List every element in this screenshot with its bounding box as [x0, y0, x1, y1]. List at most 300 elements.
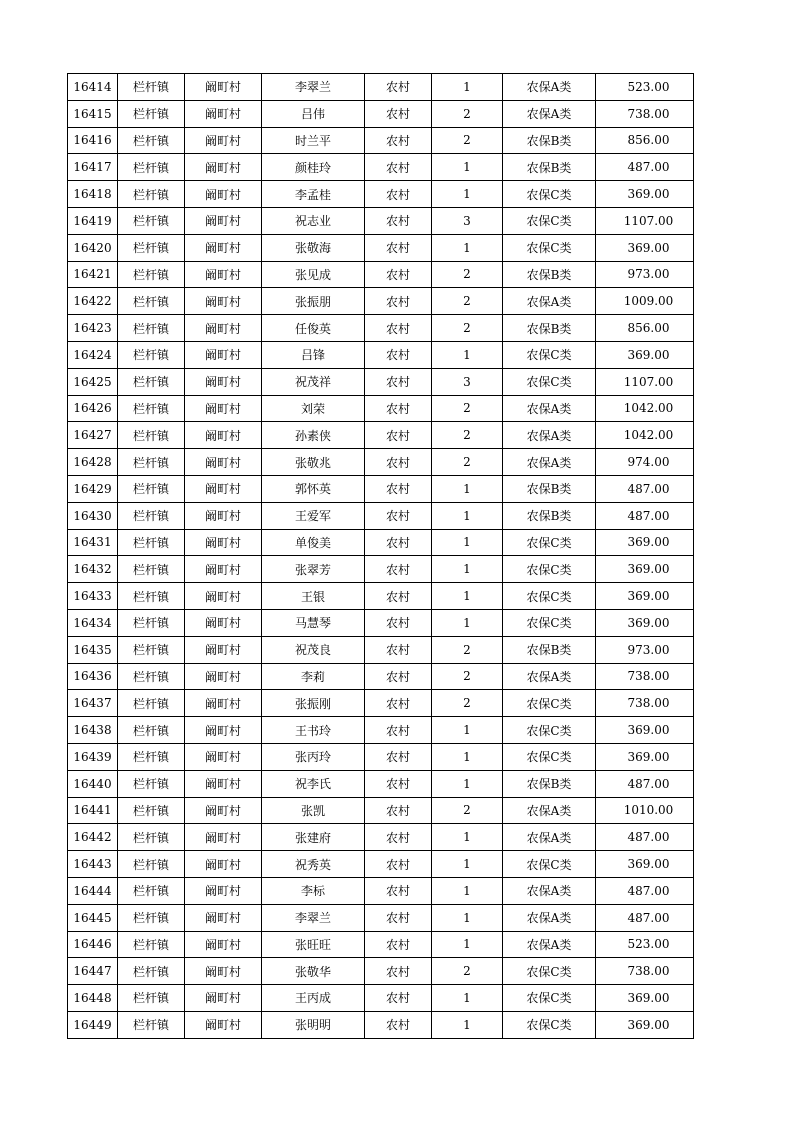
row-id-cell: 16449 — [68, 1011, 118, 1038]
village-cell: 阚町村 — [185, 636, 262, 663]
household-type-cell: 农村 — [365, 743, 432, 770]
household-type-cell: 农村 — [365, 824, 432, 851]
row-id-cell: 16445 — [68, 904, 118, 931]
member-count-cell: 1 — [432, 824, 503, 851]
household-type-cell: 农村 — [365, 449, 432, 476]
name-cell: 孙素侠 — [262, 422, 365, 449]
row-id-cell: 16422 — [68, 288, 118, 315]
insurance-category-cell: 农保A类 — [503, 904, 596, 931]
village-cell: 阚町村 — [185, 904, 262, 931]
roster-table — [67, 73, 694, 1039]
insurance-category-cell: 农保C类 — [503, 958, 596, 985]
amount-cell: 974.00 — [596, 449, 694, 476]
member-count-cell: 2 — [432, 958, 503, 985]
row-id-cell: 16443 — [68, 851, 118, 878]
household-type-cell: 农村 — [365, 341, 432, 368]
village-cell: 阚町村 — [185, 556, 262, 583]
table-row — [68, 127, 694, 154]
member-count-cell: 2 — [432, 636, 503, 663]
row-id-cell: 16432 — [68, 556, 118, 583]
member-count-cell: 2 — [432, 395, 503, 422]
row-id-cell: 16418 — [68, 181, 118, 208]
amount-cell: 369.00 — [596, 985, 694, 1012]
row-id-cell: 16448 — [68, 985, 118, 1012]
insurance-category-cell: 农保C类 — [503, 207, 596, 234]
amount-cell: 487.00 — [596, 502, 694, 529]
household-type-cell: 农村 — [365, 74, 432, 101]
row-id-cell: 16439 — [68, 743, 118, 770]
table-row — [68, 636, 694, 663]
row-id-cell: 16442 — [68, 824, 118, 851]
row-id-cell: 16419 — [68, 207, 118, 234]
name-cell: 李翠兰 — [262, 904, 365, 931]
household-type-cell: 农村 — [365, 609, 432, 636]
name-cell: 时兰平 — [262, 127, 365, 154]
table-row — [68, 851, 694, 878]
village-cell: 阚町村 — [185, 234, 262, 261]
row-id-cell: 16430 — [68, 502, 118, 529]
insurance-category-cell: 农保C类 — [503, 851, 596, 878]
row-id-cell: 16424 — [68, 341, 118, 368]
amount-cell: 1042.00 — [596, 422, 694, 449]
insurance-category-cell: 农保B类 — [503, 502, 596, 529]
household-type-cell: 农村 — [365, 422, 432, 449]
household-type-cell: 农村 — [365, 556, 432, 583]
table-row — [68, 529, 694, 556]
row-id-cell: 16444 — [68, 877, 118, 904]
household-type-cell: 农村 — [365, 770, 432, 797]
name-cell: 李标 — [262, 877, 365, 904]
row-id-cell: 16415 — [68, 100, 118, 127]
name-cell: 吕伟 — [262, 100, 365, 127]
town-cell: 栏杆镇 — [118, 502, 185, 529]
insurance-category-cell: 农保C类 — [503, 556, 596, 583]
table-row — [68, 797, 694, 824]
table-row — [68, 743, 694, 770]
amount-cell: 369.00 — [596, 556, 694, 583]
table-row — [68, 74, 694, 101]
village-cell: 阚町村 — [185, 154, 262, 181]
insurance-category-cell: 农保C类 — [503, 1011, 596, 1038]
table-row — [68, 234, 694, 261]
household-type-cell: 农村 — [365, 931, 432, 958]
table-row — [68, 824, 694, 851]
insurance-category-cell: 农保A类 — [503, 877, 596, 904]
village-cell: 阚町村 — [185, 958, 262, 985]
town-cell: 栏杆镇 — [118, 422, 185, 449]
name-cell: 祝李氏 — [262, 770, 365, 797]
town-cell: 栏杆镇 — [118, 690, 185, 717]
table-row — [68, 770, 694, 797]
member-count-cell: 2 — [432, 422, 503, 449]
table-row — [68, 985, 694, 1012]
insurance-category-cell: 农保A类 — [503, 288, 596, 315]
name-cell: 单俊美 — [262, 529, 365, 556]
town-cell: 栏杆镇 — [118, 395, 185, 422]
amount-cell: 487.00 — [596, 475, 694, 502]
amount-cell: 1010.00 — [596, 797, 694, 824]
household-type-cell: 农村 — [365, 475, 432, 502]
village-cell: 阚町村 — [185, 341, 262, 368]
table-row — [68, 207, 694, 234]
household-type-cell: 农村 — [365, 154, 432, 181]
table-row — [68, 583, 694, 610]
member-count-cell: 2 — [432, 288, 503, 315]
row-id-cell: 16435 — [68, 636, 118, 663]
row-id-cell: 16433 — [68, 583, 118, 610]
household-type-cell: 农村 — [365, 958, 432, 985]
insurance-category-cell: 农保A类 — [503, 395, 596, 422]
village-cell: 阚町村 — [185, 502, 262, 529]
household-type-cell: 农村 — [365, 315, 432, 342]
name-cell: 张敬兆 — [262, 449, 365, 476]
insurance-category-cell: 农保C类 — [503, 234, 596, 261]
name-cell: 吕锋 — [262, 341, 365, 368]
household-type-cell: 农村 — [365, 717, 432, 744]
member-count-cell: 1 — [432, 743, 503, 770]
town-cell: 栏杆镇 — [118, 931, 185, 958]
household-type-cell: 农村 — [365, 636, 432, 663]
member-count-cell: 2 — [432, 261, 503, 288]
table-row — [68, 154, 694, 181]
town-cell: 栏杆镇 — [118, 877, 185, 904]
town-cell: 栏杆镇 — [118, 1011, 185, 1038]
household-type-cell: 农村 — [365, 529, 432, 556]
insurance-category-cell: 农保C类 — [503, 609, 596, 636]
amount-cell: 487.00 — [596, 877, 694, 904]
table-row — [68, 395, 694, 422]
member-count-cell: 1 — [432, 341, 503, 368]
table-row — [68, 502, 694, 529]
village-cell: 阚町村 — [185, 368, 262, 395]
table-row — [68, 663, 694, 690]
member-count-cell: 1 — [432, 556, 503, 583]
member-count-cell: 2 — [432, 127, 503, 154]
insurance-category-cell: 农保B类 — [503, 475, 596, 502]
roster-body — [68, 74, 694, 1039]
household-type-cell: 农村 — [365, 851, 432, 878]
row-id-cell: 16437 — [68, 690, 118, 717]
row-id-cell: 16423 — [68, 315, 118, 342]
name-cell: 张敬海 — [262, 234, 365, 261]
town-cell: 栏杆镇 — [118, 743, 185, 770]
household-type-cell: 农村 — [365, 1011, 432, 1038]
row-id-cell: 16428 — [68, 449, 118, 476]
insurance-category-cell: 农保A类 — [503, 422, 596, 449]
row-id-cell: 16431 — [68, 529, 118, 556]
insurance-category-cell: 农保C类 — [503, 717, 596, 744]
row-id-cell: 16417 — [68, 154, 118, 181]
row-id-cell: 16426 — [68, 395, 118, 422]
table-row — [68, 877, 694, 904]
insurance-category-cell: 农保C类 — [503, 985, 596, 1012]
insurance-category-cell: 农保A类 — [503, 797, 596, 824]
table-row — [68, 315, 694, 342]
name-cell: 李孟桂 — [262, 181, 365, 208]
name-cell: 郭怀英 — [262, 475, 365, 502]
name-cell: 李翠兰 — [262, 74, 365, 101]
amount-cell: 973.00 — [596, 261, 694, 288]
village-cell: 阚町村 — [185, 824, 262, 851]
row-id-cell: 16429 — [68, 475, 118, 502]
village-cell: 阚町村 — [185, 100, 262, 127]
row-id-cell: 16421 — [68, 261, 118, 288]
household-type-cell: 农村 — [365, 663, 432, 690]
town-cell: 栏杆镇 — [118, 851, 185, 878]
table-row — [68, 904, 694, 931]
member-count-cell: 1 — [432, 234, 503, 261]
insurance-category-cell: 农保A类 — [503, 74, 596, 101]
name-cell: 祝秀英 — [262, 851, 365, 878]
insurance-category-cell: 农保B类 — [503, 154, 596, 181]
amount-cell: 523.00 — [596, 74, 694, 101]
insurance-category-cell: 农保C类 — [503, 341, 596, 368]
insurance-category-cell: 农保C类 — [503, 690, 596, 717]
name-cell: 王爱军 — [262, 502, 365, 529]
village-cell: 阚町村 — [185, 315, 262, 342]
name-cell: 张见成 — [262, 261, 365, 288]
member-count-cell: 2 — [432, 100, 503, 127]
amount-cell: 369.00 — [596, 743, 694, 770]
household-type-cell: 农村 — [365, 797, 432, 824]
amount-cell: 369.00 — [596, 341, 694, 368]
table-row — [68, 556, 694, 583]
member-count-cell: 1 — [432, 985, 503, 1012]
row-id-cell: 16446 — [68, 931, 118, 958]
household-type-cell: 农村 — [365, 985, 432, 1012]
insurance-category-cell: 农保C类 — [503, 368, 596, 395]
amount-cell: 856.00 — [596, 127, 694, 154]
member-count-cell: 1 — [432, 717, 503, 744]
table-row — [68, 717, 694, 744]
name-cell: 李莉 — [262, 663, 365, 690]
village-cell: 阚町村 — [185, 851, 262, 878]
name-cell: 任俊英 — [262, 315, 365, 342]
insurance-category-cell: 农保A类 — [503, 663, 596, 690]
amount-cell: 1009.00 — [596, 288, 694, 315]
household-type-cell: 农村 — [365, 904, 432, 931]
amount-cell: 369.00 — [596, 181, 694, 208]
member-count-cell: 1 — [432, 851, 503, 878]
amount-cell: 487.00 — [596, 824, 694, 851]
amount-cell: 738.00 — [596, 958, 694, 985]
insurance-category-cell: 农保C类 — [503, 529, 596, 556]
row-id-cell: 16440 — [68, 770, 118, 797]
table-row — [68, 368, 694, 395]
village-cell: 阚町村 — [185, 288, 262, 315]
insurance-category-cell: 农保A类 — [503, 449, 596, 476]
member-count-cell: 1 — [432, 529, 503, 556]
town-cell: 栏杆镇 — [118, 583, 185, 610]
table-row — [68, 261, 694, 288]
village-cell: 阚町村 — [185, 743, 262, 770]
name-cell: 张敬华 — [262, 958, 365, 985]
table-row — [68, 449, 694, 476]
table-row — [68, 341, 694, 368]
household-type-cell: 农村 — [365, 502, 432, 529]
household-type-cell: 农村 — [365, 368, 432, 395]
amount-cell: 487.00 — [596, 770, 694, 797]
member-count-cell: 1 — [432, 475, 503, 502]
table-row — [68, 475, 694, 502]
village-cell: 阚町村 — [185, 74, 262, 101]
name-cell: 祝茂祥 — [262, 368, 365, 395]
household-type-cell: 农村 — [365, 234, 432, 261]
household-type-cell: 农村 — [365, 127, 432, 154]
table-row — [68, 422, 694, 449]
village-cell: 阚町村 — [185, 1011, 262, 1038]
town-cell: 栏杆镇 — [118, 529, 185, 556]
town-cell: 栏杆镇 — [118, 207, 185, 234]
name-cell: 王书玲 — [262, 717, 365, 744]
name-cell: 王银 — [262, 583, 365, 610]
town-cell: 栏杆镇 — [118, 449, 185, 476]
village-cell: 阚町村 — [185, 717, 262, 744]
row-id-cell: 16416 — [68, 127, 118, 154]
row-id-cell: 16436 — [68, 663, 118, 690]
row-id-cell: 16420 — [68, 234, 118, 261]
name-cell: 马慧琴 — [262, 609, 365, 636]
name-cell: 颜桂玲 — [262, 154, 365, 181]
town-cell: 栏杆镇 — [118, 904, 185, 931]
table-row — [68, 181, 694, 208]
table-row — [68, 1011, 694, 1038]
name-cell: 张丙玲 — [262, 743, 365, 770]
insurance-category-cell: 农保B类 — [503, 127, 596, 154]
insurance-category-cell: 农保A类 — [503, 100, 596, 127]
table-row — [68, 609, 694, 636]
household-type-cell: 农村 — [365, 690, 432, 717]
member-count-cell: 1 — [432, 154, 503, 181]
insurance-category-cell: 农保A类 — [503, 931, 596, 958]
household-type-cell: 农村 — [365, 288, 432, 315]
village-cell: 阚町村 — [185, 529, 262, 556]
insurance-category-cell: 农保B类 — [503, 261, 596, 288]
village-cell: 阚町村 — [185, 770, 262, 797]
village-cell: 阚町村 — [185, 475, 262, 502]
table-row — [68, 958, 694, 985]
amount-cell: 523.00 — [596, 931, 694, 958]
table-row — [68, 100, 694, 127]
town-cell: 栏杆镇 — [118, 609, 185, 636]
amount-cell: 1107.00 — [596, 207, 694, 234]
town-cell: 栏杆镇 — [118, 636, 185, 663]
village-cell: 阚町村 — [185, 583, 262, 610]
row-id-cell: 16427 — [68, 422, 118, 449]
member-count-cell: 1 — [432, 181, 503, 208]
village-cell: 阚町村 — [185, 931, 262, 958]
member-count-cell: 1 — [432, 74, 503, 101]
amount-cell: 856.00 — [596, 315, 694, 342]
row-id-cell: 16414 — [68, 74, 118, 101]
row-id-cell: 16434 — [68, 609, 118, 636]
amount-cell: 369.00 — [596, 717, 694, 744]
amount-cell: 369.00 — [596, 583, 694, 610]
town-cell: 栏杆镇 — [118, 717, 185, 744]
town-cell: 栏杆镇 — [118, 315, 185, 342]
village-cell: 阚町村 — [185, 690, 262, 717]
name-cell: 张建府 — [262, 824, 365, 851]
member-count-cell: 2 — [432, 449, 503, 476]
village-cell: 阚町村 — [185, 877, 262, 904]
table-row — [68, 931, 694, 958]
member-count-cell: 1 — [432, 877, 503, 904]
member-count-cell: 2 — [432, 315, 503, 342]
household-type-cell: 农村 — [365, 181, 432, 208]
town-cell: 栏杆镇 — [118, 154, 185, 181]
town-cell: 栏杆镇 — [118, 100, 185, 127]
village-cell: 阚町村 — [185, 449, 262, 476]
village-cell: 阚町村 — [185, 207, 262, 234]
amount-cell: 487.00 — [596, 154, 694, 181]
row-id-cell: 16438 — [68, 717, 118, 744]
name-cell: 祝茂良 — [262, 636, 365, 663]
town-cell: 栏杆镇 — [118, 475, 185, 502]
village-cell: 阚町村 — [185, 395, 262, 422]
member-count-cell: 2 — [432, 663, 503, 690]
name-cell: 张明明 — [262, 1011, 365, 1038]
household-type-cell: 农村 — [365, 583, 432, 610]
table-row — [68, 288, 694, 315]
member-count-cell: 1 — [432, 609, 503, 636]
village-cell: 阚町村 — [185, 127, 262, 154]
amount-cell: 738.00 — [596, 690, 694, 717]
name-cell: 祝志业 — [262, 207, 365, 234]
household-type-cell: 农村 — [365, 261, 432, 288]
town-cell: 栏杆镇 — [118, 824, 185, 851]
insurance-category-cell: 农保C类 — [503, 181, 596, 208]
household-type-cell: 农村 — [365, 395, 432, 422]
household-type-cell: 农村 — [365, 877, 432, 904]
village-cell: 阚町村 — [185, 985, 262, 1012]
village-cell: 阚町村 — [185, 797, 262, 824]
town-cell: 栏杆镇 — [118, 341, 185, 368]
member-count-cell: 1 — [432, 583, 503, 610]
household-type-cell: 农村 — [365, 207, 432, 234]
town-cell: 栏杆镇 — [118, 556, 185, 583]
town-cell: 栏杆镇 — [118, 234, 185, 261]
member-count-cell: 3 — [432, 368, 503, 395]
town-cell: 栏杆镇 — [118, 181, 185, 208]
member-count-cell: 1 — [432, 1011, 503, 1038]
town-cell: 栏杆镇 — [118, 958, 185, 985]
member-count-cell: 2 — [432, 690, 503, 717]
village-cell: 阚町村 — [185, 663, 262, 690]
village-cell: 阚町村 — [185, 609, 262, 636]
amount-cell: 369.00 — [596, 851, 694, 878]
town-cell: 栏杆镇 — [118, 663, 185, 690]
insurance-category-cell: 农保B类 — [503, 636, 596, 663]
town-cell: 栏杆镇 — [118, 985, 185, 1012]
name-cell: 王丙成 — [262, 985, 365, 1012]
name-cell: 刘荣 — [262, 395, 365, 422]
town-cell: 栏杆镇 — [118, 797, 185, 824]
member-count-cell: 1 — [432, 904, 503, 931]
insurance-category-cell: 农保C类 — [503, 583, 596, 610]
name-cell: 张振朋 — [262, 288, 365, 315]
member-count-cell: 3 — [432, 207, 503, 234]
amount-cell: 369.00 — [596, 529, 694, 556]
row-id-cell: 16447 — [68, 958, 118, 985]
member-count-cell: 1 — [432, 931, 503, 958]
insurance-category-cell: 农保A类 — [503, 824, 596, 851]
village-cell: 阚町村 — [185, 261, 262, 288]
member-count-cell: 2 — [432, 797, 503, 824]
village-cell: 阚町村 — [185, 422, 262, 449]
household-type-cell: 农村 — [365, 100, 432, 127]
amount-cell: 738.00 — [596, 100, 694, 127]
town-cell: 栏杆镇 — [118, 127, 185, 154]
